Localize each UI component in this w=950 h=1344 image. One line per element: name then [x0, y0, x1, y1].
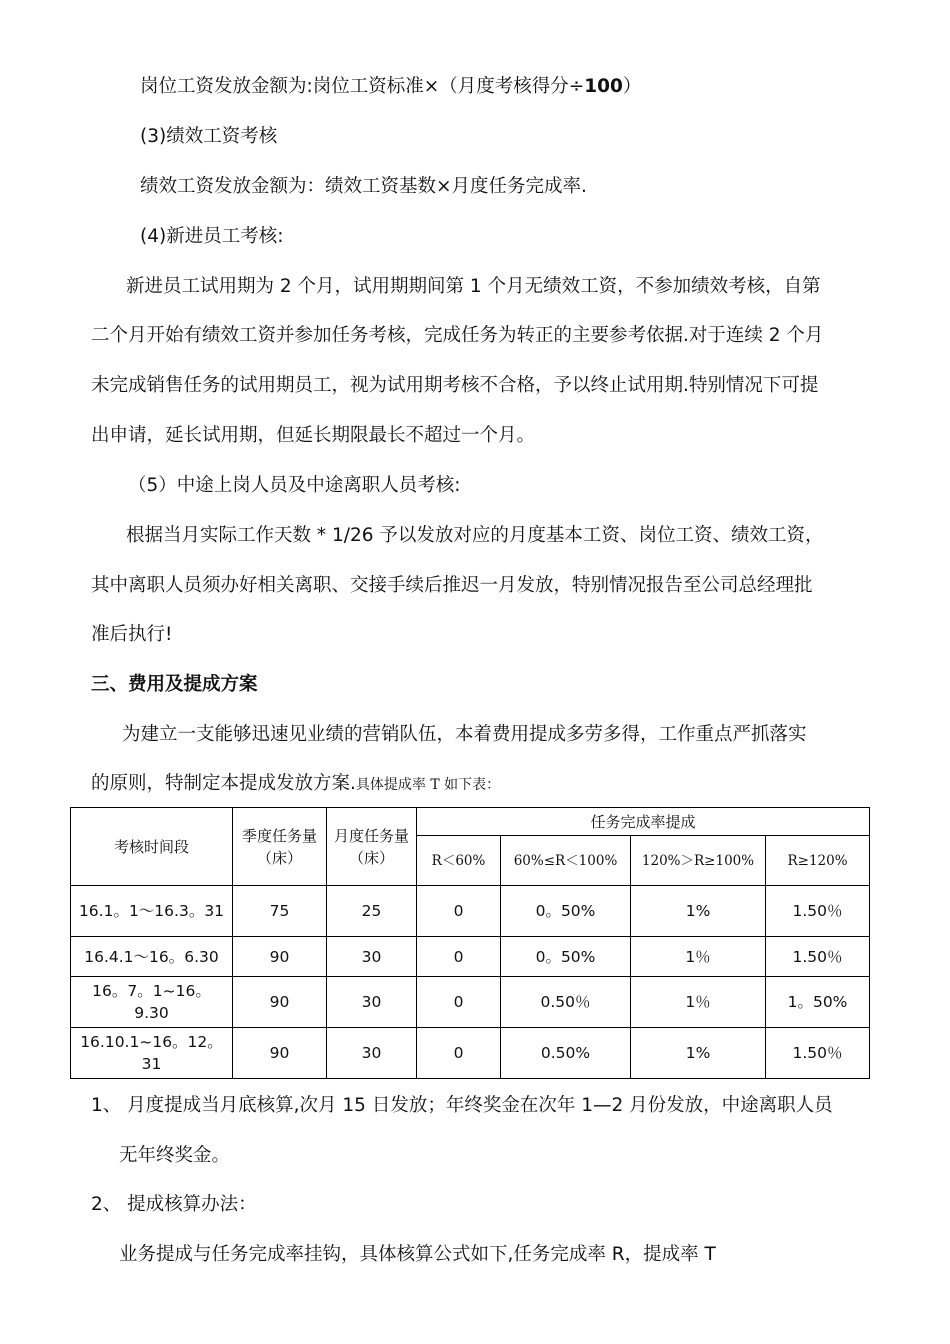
section-heading-commission: 三、费用及提成方案: [91, 674, 258, 695]
cell-quarter: 75: [233, 886, 327, 937]
cell-rate-2: 0。50%: [501, 937, 631, 977]
cell-rate-3: 1％: [631, 977, 766, 1028]
cell-rate-4: 1.50％: [766, 1028, 870, 1079]
header-rate-100-120: 120%＞R≥100%: [631, 836, 766, 886]
table-row: [71, 977, 870, 1028]
cell-rate-2: 0.50％: [501, 977, 631, 1028]
post-wage-formula-text: 岗位工资发放金额为:岗位工资标准×（月度考核得分÷: [140, 76, 585, 97]
commission-rate-table: [70, 807, 870, 1079]
header-period: 考核时间段: [71, 808, 233, 886]
cell-period: 16。7。1~16。9.30: [71, 977, 233, 1028]
cell-month: 30: [327, 937, 417, 977]
cell-period: 16.10.1~16。12。31: [71, 1028, 233, 1079]
cell-rate-1: 0: [417, 886, 501, 937]
table-header-row-1: [71, 808, 870, 836]
commission-intro-table-ref: 具体提成率 T 如下表：: [355, 777, 501, 793]
list-item-2: 2、 提成核算办法：: [91, 1194, 257, 1215]
cell-rate-2: 0.50%: [501, 1028, 631, 1079]
subheading-new-employee: (4)新进员工考核:: [140, 226, 284, 247]
paragraph-midway-line-2: 其中离职人员须办好相关离职、交接手续后推迟一月发放，特别情况报告至公司总经理批: [91, 575, 813, 596]
post-wage-formula-divisor: 100: [584, 76, 623, 97]
paragraph-new-employee-line-1: 新进员工试用期为 2 个月，试用期期间第 1 个月无绩效工资，不参加绩效考核，自第: [126, 276, 821, 297]
cell-month: 30: [327, 977, 417, 1028]
cell-period: 16.4.1～16。6.30: [71, 937, 233, 977]
cell-rate-1: 0: [417, 977, 501, 1028]
paragraph-performance-wage-formula: 绩效工资发放金额为：绩效工资基数×月度任务完成率.: [140, 176, 587, 197]
table-row: [71, 1028, 870, 1079]
cell-rate-2: 0。50%: [501, 886, 631, 937]
list-item-1-line-1: 1、 月度提成当月底核算,次月 15 日发放；年终奖金在次年 1—2 月份发放，中途离职人员: [91, 1095, 833, 1116]
header-month-target: 月度任务量（床）: [327, 808, 417, 886]
header-rate-above-120: R≥120%: [766, 836, 870, 886]
subheading-performance-wage: (3)绩效工资考核: [140, 126, 278, 147]
header-rate-60-100: 60%≤R＜100%: [501, 836, 631, 886]
cell-rate-4: 1.50％: [766, 886, 870, 937]
paragraph-new-employee-line-4: 出申请，延长试用期，但延长期限最长不超过一个月。: [91, 425, 536, 446]
cell-rate-3: 1％: [631, 937, 766, 977]
cell-rate-1: 0: [417, 937, 501, 977]
subheading-midway-staff: （5）中途上岗人员及中途离职人员考核:: [128, 475, 461, 496]
cell-rate-1: 0: [417, 1028, 501, 1079]
cell-rate-4: 1.50％: [766, 937, 870, 977]
cell-quarter: 90: [233, 1028, 327, 1079]
list-item-1-line-2: 无年终奖金。: [119, 1145, 231, 1166]
cell-month: 30: [327, 1028, 417, 1079]
post-wage-formula-close: ）: [622, 76, 642, 97]
paragraph-post-wage-formula: [140, 75, 641, 99]
cell-rate-3: 1%: [631, 1028, 766, 1079]
table-row: [71, 886, 870, 937]
cell-quarter: 90: [233, 977, 327, 1028]
paragraph-new-employee-line-3: 未完成销售任务的试用期员工，视为试用期考核不合格，予以终止试用期.特别情况下可提: [91, 375, 819, 396]
cell-quarter: 90: [233, 937, 327, 977]
paragraph-commission-formula: 业务提成与任务完成率挂钩，具体核算公式如下,任务完成率 R，提成率 T: [119, 1244, 716, 1265]
header-rate-below-60: R＜60%: [417, 836, 501, 886]
cell-period: 16.1。1～16.3。31: [71, 886, 233, 937]
cell-month: 25: [327, 886, 417, 937]
table-row: [71, 937, 870, 977]
header-quarter-target: 季度任务量（床）: [233, 808, 327, 886]
cell-rate-4: 1。50%: [766, 977, 870, 1028]
cell-rate-3: 1%: [631, 886, 766, 937]
paragraph-commission-intro-line-2: [91, 772, 500, 797]
commission-intro-text: 的原则，特制定本提成发放方案.: [91, 773, 356, 794]
paragraph-new-employee-line-2: 二个月开始有绩效工资并参加任务考核，完成任务为转正的主要参考依据.对于连续 2 个月: [91, 325, 824, 346]
paragraph-midway-line-1: 根据当月实际工作天数 * 1/26 予以发放对应的月度基本工资、岗位工资、绩效工资，: [126, 525, 824, 546]
header-rate-group: 任务完成率提成: [417, 808, 870, 836]
paragraph-commission-intro-line-1: 为建立一支能够迅速见业绩的营销队伍，本着费用提成多劳多得，工作重点严抓落实: [122, 724, 807, 745]
paragraph-midway-line-3: 准后执行!: [91, 624, 173, 645]
